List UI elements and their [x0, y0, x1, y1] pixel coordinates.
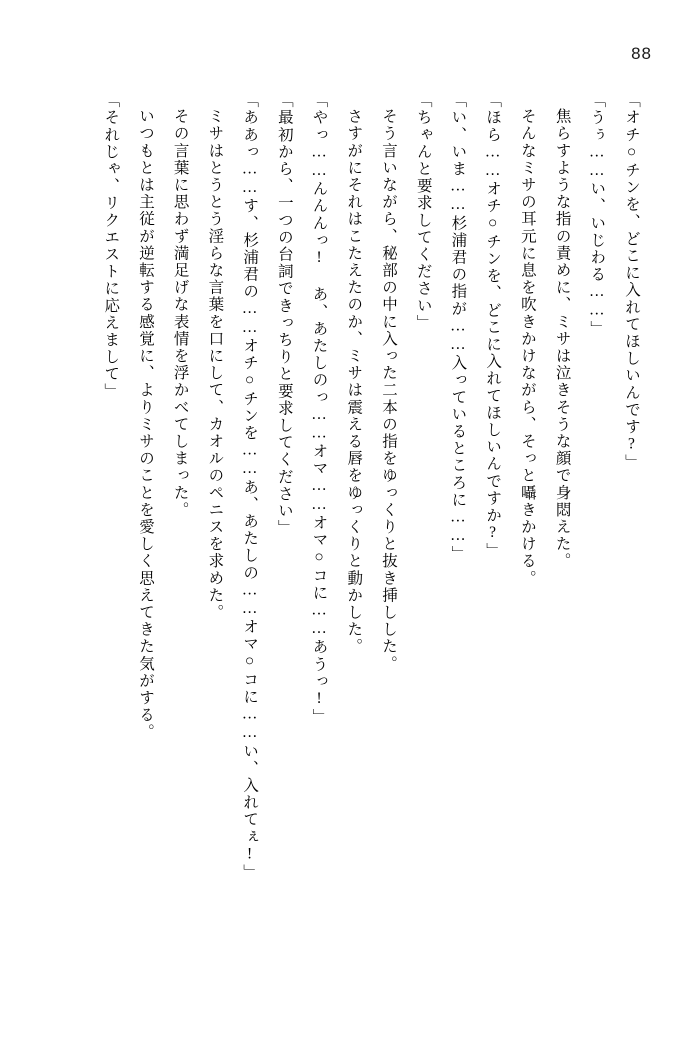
paragraph: 「い、いま……杉浦君の指が……入っているところに……」: [449, 92, 467, 563]
paragraph: いつもとは主従が逆転する感覚に、よりミサのことを愛しく思えてきた気がする。: [136, 107, 154, 741]
paragraph: 「オチ○チンを、どこに入れてほしいんです?」: [623, 92, 640, 472]
paragraph: ミサはとうとう淫らな言葉を口にして、カオルのペニスを求めた。: [206, 107, 224, 621]
paragraph: 「やっ……んんんっ! あ、あたしのっ……オマ……オマ○コに……あうっ!」: [310, 92, 328, 726]
paragraph: 焦らすような指の責めに、ミサは泣きそうな顔で身悶えた。: [553, 107, 571, 570]
paragraph: 「最初から、一つの台詞できっちりと要求してください」: [275, 92, 293, 537]
paragraph: さすがにそれはこたえたのか、ミサは震える唇をゆっくりと動かした。: [345, 107, 363, 655]
page-number: 88: [631, 44, 652, 63]
paragraph: 「それじゃ、リクエストに応えまして」: [102, 92, 120, 400]
paragraph: 「ほら……オチ○チンを、どこに入れてほしいんですか?」: [484, 92, 502, 560]
paragraph: 「うぅ……い、いじわる……」: [588, 92, 606, 338]
paragraph: 「ちゃんと要求してください」: [414, 92, 432, 332]
paragraph: そう言いながら、秘部の中に入った二本の指をゆっくりと抜き挿しした。: [379, 107, 397, 672]
page-body-text: [52, 92, 648, 994]
paragraph: そんなミサの耳元に息を吹きかけながら、そっと囁きかける。: [518, 107, 536, 587]
paragraph: 「ああっ……す、杉浦君の……オチ○チンを……あ、あたしの……オマ○コに……い、入れてぇ!」: [241, 92, 259, 881]
paragraph: その言葉に思わず満足げな表情を浮かべてしまった。: [171, 107, 189, 518]
